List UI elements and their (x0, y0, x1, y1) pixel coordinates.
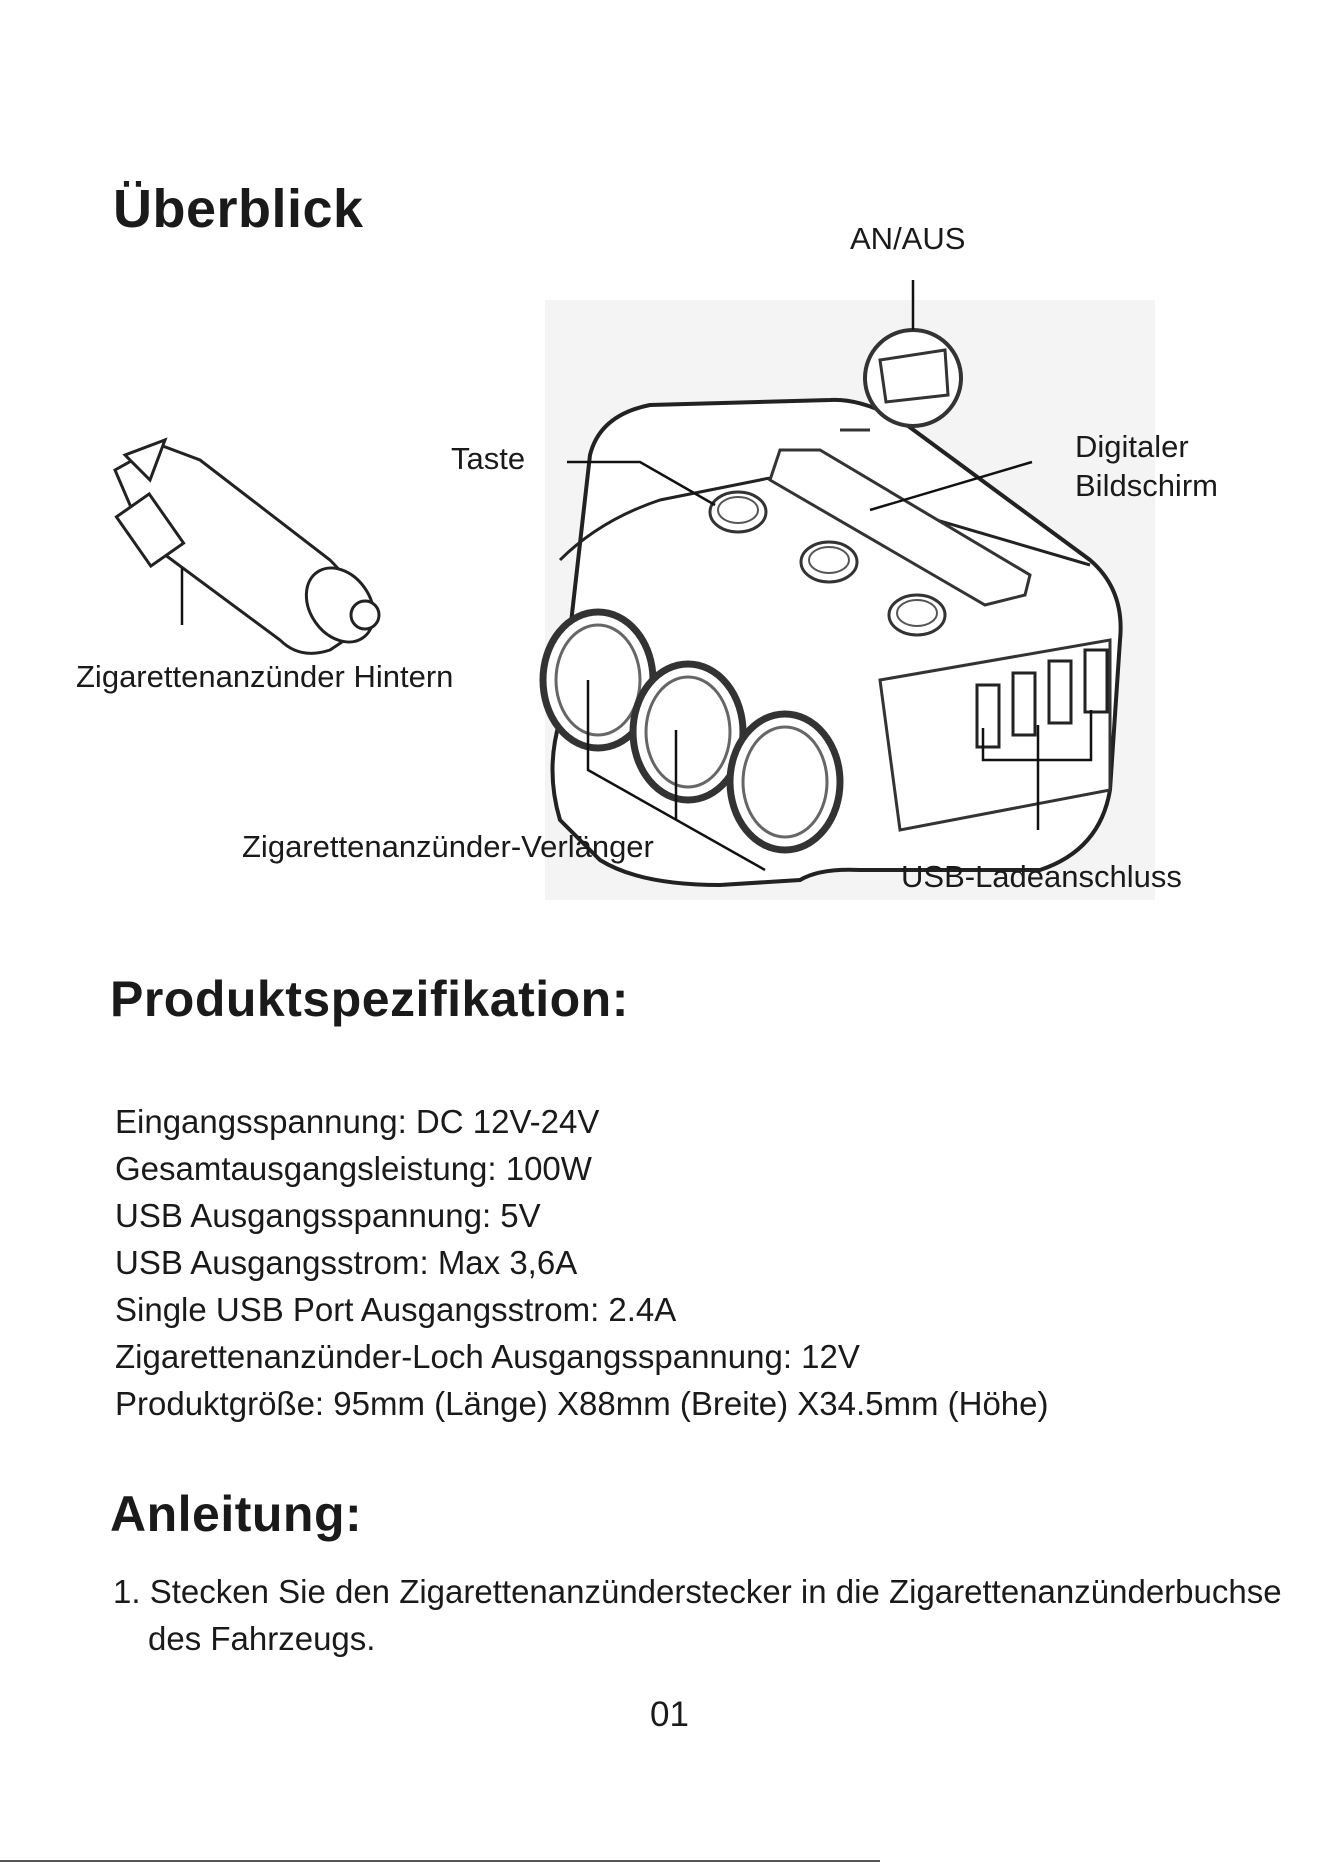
label-plug: Zigarettenanzünder Hintern (76, 659, 454, 694)
spec-list (115, 1098, 1049, 1427)
plug-icon (115, 440, 388, 655)
spec-item: USB Ausgangsstrom: Max 3,6A (115, 1244, 578, 1281)
label-display (1075, 428, 1218, 506)
spec-item: Zigarettenanzünder-Loch Ausgangsspannung: 12V (115, 1338, 860, 1375)
page-number: 01 (650, 1695, 689, 1734)
spec-item: Eingangsspannung: DC 12V-24V (115, 1103, 600, 1140)
spec-item: Produktgröße: 95mm (Länge) X88mm (Breite) X34.5mm (Höhe) (115, 1385, 1049, 1422)
instructions-title: Anleitung: (110, 1486, 363, 1542)
instruction-step-1-line2: des Fahrzeugs. (148, 1620, 376, 1657)
label-display-line2: Bildschirm (1075, 467, 1218, 503)
label-usb-port: USB-Ladeanschluss (901, 859, 1182, 894)
label-button: Taste (451, 441, 526, 476)
spec-item: USB Ausgangsspannung: 5V (115, 1197, 541, 1234)
label-display-line1: Digitaler (1075, 429, 1189, 464)
label-socket-extender: Zigarettenanzünder-Verlänger (242, 829, 654, 864)
overview-title: Überblick (113, 179, 364, 239)
instruction-step-1-line1: 1. Stecken Sie den Zigarettenanzünderstecker in die Zigarettenanzünderbuchse (113, 1573, 1282, 1610)
specs-title: Produktspezifikation: (110, 971, 629, 1027)
spec-item: Single USB Port Ausgangsstrom: 2.4A (115, 1291, 677, 1328)
instruction-step-1 (113, 1568, 1282, 1662)
spec-item: Gesamtausgangsleistung: 100W (115, 1150, 592, 1187)
bottom-rule (0, 1860, 880, 1862)
label-power-switch: AN/AUS (850, 221, 966, 256)
